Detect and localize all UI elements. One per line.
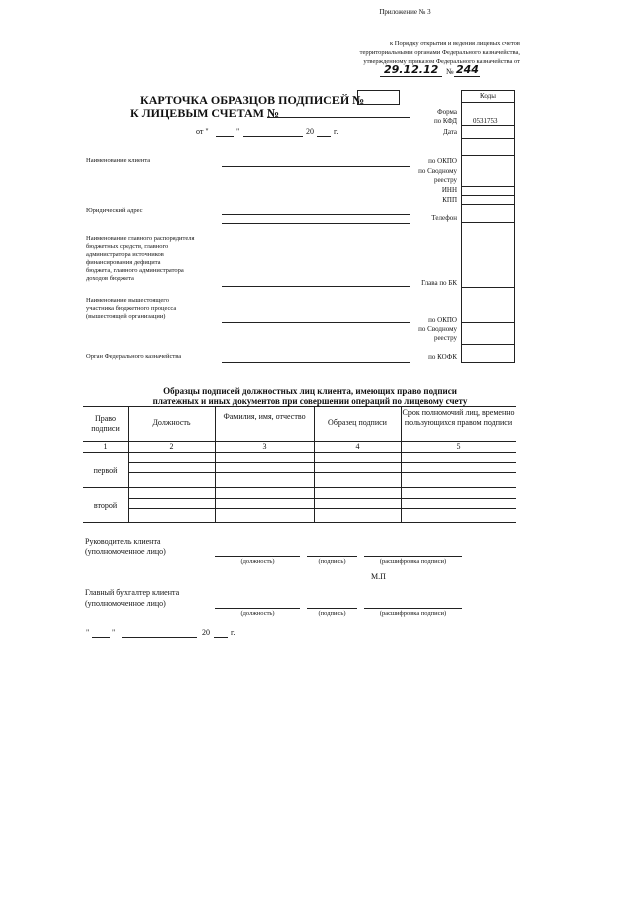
samples-heading-2: платежных и иных документов при совершении операций по лицевому счету: [152, 396, 468, 406]
chief-label-1: Наименование главного распорядителя: [86, 235, 195, 242]
col-header-sample: Образец подписи: [328, 418, 387, 427]
head-label-2: (уполномоченное лицо): [85, 547, 166, 556]
acc-position-caption: (должность): [240, 610, 275, 617]
accountant-label-2: (уполномоченное лицо): [85, 599, 166, 608]
head-decode-caption: (расшифровка подписи): [379, 558, 447, 565]
col-number-5: 5: [456, 442, 461, 451]
chief-field[interactable]: [222, 286, 410, 287]
bottom-day-field[interactable]: [92, 637, 110, 638]
samples-heading-1: Образцы подписей должностных лиц клиента, имеющих право подписи: [163, 386, 457, 396]
address-label: Юридический адрес: [86, 207, 143, 214]
head-label-1: Руководитель клиента: [85, 537, 161, 546]
chief-label-2: бюджетных средств, главного: [86, 243, 169, 250]
upper-label-2: участника бюджетного процесса: [86, 305, 177, 312]
chief-label-6: доходов бюджета: [86, 275, 134, 282]
inn-label: ИНН: [441, 186, 457, 194]
col-number-2: 2: [169, 442, 174, 451]
date-ot: от ": [196, 127, 209, 136]
col-header-position: Должность: [152, 418, 191, 427]
appendix-no-label: №: [446, 67, 454, 76]
appendix-line-3: территориальными органами Федерального казначейства,: [359, 49, 520, 56]
row-first-label: первой: [93, 466, 118, 475]
head-signature-field[interactable]: [307, 556, 357, 557]
card-number-field[interactable]: [357, 90, 400, 105]
client-name-field[interactable]: [222, 166, 410, 167]
svod2-label-1: по Сводному: [418, 325, 457, 333]
acc-signature-field[interactable]: [307, 608, 357, 609]
head-decode-field[interactable]: [364, 556, 462, 557]
accounts-number-field[interactable]: [267, 117, 410, 118]
accounts-title: К ЛИЦЕВЫМ СЧЕТАМ №: [130, 106, 280, 120]
bottom-date-year: 20: [202, 628, 210, 637]
acc-decode-field[interactable]: [364, 608, 462, 609]
form-code: 0531753: [473, 117, 498, 125]
col-header-right: Право подписи: [91, 414, 120, 433]
head-signature-caption: (подпись): [318, 558, 346, 565]
card-title: КАРТОЧКА ОБРАЗЦОВ ПОДПИСЕЙ №: [140, 93, 365, 107]
date-year: 20: [306, 127, 314, 136]
samples-table: [83, 406, 516, 522]
bottom-month-field[interactable]: [122, 637, 197, 638]
col-number-1: 1: [103, 442, 108, 451]
client-name-label: Наименование клиента: [86, 157, 151, 164]
svod-label-2: реестру: [433, 176, 457, 184]
organ-field[interactable]: [222, 362, 410, 363]
bottom-date-g: г.: [231, 628, 236, 637]
chief-label-3: администратора источников: [86, 251, 164, 258]
okpo2-label: по ОКПО: [428, 316, 457, 324]
accountant-label-1: Главный бухгалтер клиента: [85, 588, 180, 597]
row-second-label: второй: [93, 501, 118, 510]
appendix-number: Приложение № 3: [379, 8, 431, 16]
phone-label: Телефон: [431, 214, 457, 222]
bottom-date-quote-1: ": [86, 628, 90, 637]
head-position-caption: (должность): [240, 558, 275, 565]
bottom-date-quote-2: ": [112, 628, 116, 637]
kpp-label: КПП: [442, 196, 457, 204]
acc-position-field[interactable]: [215, 608, 300, 609]
chief-label-5: бюджета, главного администратора: [86, 267, 184, 274]
codes-header: Коды: [480, 92, 496, 100]
stamp-label: М.П: [371, 572, 386, 581]
kfd-label: по КФД: [433, 117, 457, 125]
address-field[interactable]: [222, 214, 410, 215]
col-header-fio: Фамилия, имя, отчество: [223, 412, 306, 421]
svod2-label-2: реестру: [433, 334, 457, 342]
col-header-term: Срок полномочий лиц, временно пользующихся правом подписи: [402, 408, 515, 427]
chief-label-4: финансирования дефицита: [86, 259, 161, 266]
svod-label-1: по Сводному: [418, 167, 457, 175]
glava-label: Глава по БК: [421, 279, 457, 287]
appendix-line-2: к Порядку открытия и ведения лицевых счетов: [389, 40, 520, 47]
date-g: г.: [334, 127, 339, 136]
col-number-3: 3: [262, 442, 267, 451]
date-quote: ": [236, 127, 240, 136]
handwritten-number: 244: [456, 63, 479, 76]
kofk-label: по КОФК: [428, 353, 457, 361]
organ-label: Орган Федерального казначейства: [86, 353, 182, 360]
form-label: Форма: [437, 108, 457, 116]
appendix-line-4: утвержденному приказом Федерального казначейства от: [363, 58, 520, 65]
handwritten-date: 29.12.12: [384, 63, 439, 76]
acc-signature-caption: (подпись): [318, 610, 346, 617]
col-number-4: 4: [355, 442, 360, 451]
date-label: Дата: [443, 128, 457, 136]
upper-field[interactable]: [222, 322, 410, 323]
head-position-field[interactable]: [215, 556, 300, 557]
okpo-label: по ОКПО: [428, 157, 457, 165]
bottom-year-field[interactable]: [214, 637, 228, 638]
upper-label-3: (вышестоящей организации): [86, 313, 166, 320]
acc-decode-caption: (расшифровка подписи): [379, 610, 447, 617]
upper-label-1: Наименование вышестоящего: [86, 297, 170, 304]
